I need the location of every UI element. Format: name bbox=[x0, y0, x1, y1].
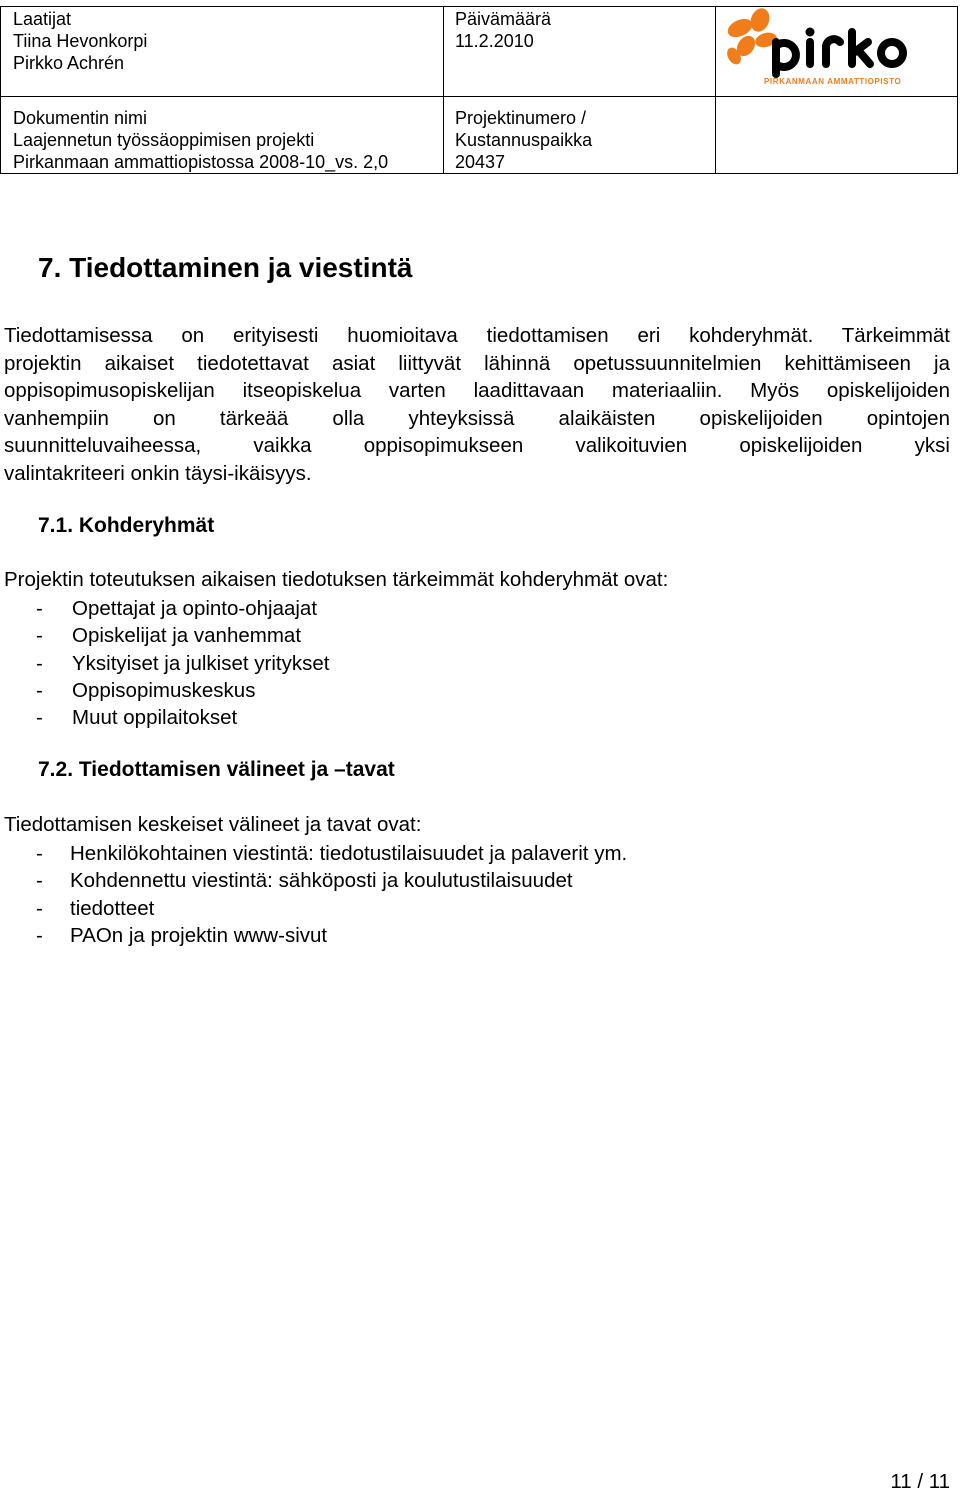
document-name-cell bbox=[0, 107, 443, 173]
list-item: - Kohdennettu viestintä: sähköposti ja koulutustilaisuudet bbox=[36, 869, 573, 893]
header-divider bbox=[0, 96, 958, 97]
authors-cell bbox=[0, 8, 443, 74]
paragraph-line: valintakriteeri onkin täysi-ikäisyys. bbox=[4, 461, 312, 485]
date-cell bbox=[443, 8, 715, 52]
document-name-label: Dokumentin nimi bbox=[13, 108, 148, 128]
paragraph-line: suunnitteluvaiheessa, vaikka oppisopimukseen valikoituvien opiskelijoiden yksi bbox=[4, 434, 950, 457]
date-label: Päivämäärä bbox=[455, 9, 552, 29]
list-item: - Oppisopimuskeskus bbox=[36, 678, 256, 702]
list-item: - Henkilökohtainen viestintä: tiedotustilaisuudet ja palaverit ym. bbox=[36, 842, 628, 865]
pirko-logo bbox=[724, 6, 954, 90]
list-item: - PAOn ja projektin www-sivut bbox=[36, 923, 328, 947]
author-name: Tiina Hevonkorpi bbox=[13, 31, 148, 51]
subsection-intro: Tiedottamisen keskeiset välineet ja tavat ovat: bbox=[4, 813, 422, 836]
communication-channels-list bbox=[4, 840, 627, 949]
section-title: 7. Tiedottaminen ja viestintä bbox=[38, 252, 413, 283]
list-item: - tiedotteet bbox=[36, 896, 155, 920]
paragraph-line: oppisopimusopiskelijan itseopiskelua varten laadittavaan materiaaliin. Myös opiskelijoiden bbox=[4, 379, 950, 402]
list-item: - Opettajat ja opinto-ohjaajat bbox=[36, 597, 318, 620]
logo-subtext: PIRKANMAAN AMMATTIOPISTO bbox=[764, 77, 902, 86]
subsection-intro: Projektin toteutuksen aikaisen tiedotuksen tärkeimmät kohderyhmät ovat: bbox=[4, 568, 669, 591]
project-number-label: Projektinumero / bbox=[455, 108, 587, 128]
paragraph-line: vanhempiin on tärkeää olla yhteyksissä alaikäisten opiskelijoiden opintojen bbox=[4, 406, 950, 430]
page-number: 11 / 11 bbox=[890, 1470, 950, 1493]
project-number-cell bbox=[443, 107, 715, 173]
document-name-line: Laajennetun työssäoppimisen projekti bbox=[13, 130, 315, 150]
subsection-title: 7.2. Tiedottamisen välineet ja –tavat bbox=[38, 758, 395, 781]
pirko-logo-icon bbox=[724, 6, 954, 90]
paragraph-line: Tiedottamisessa on erityisesti huomioitava tiedottamisen eri kohderyhmät. Tärkeimmät bbox=[4, 324, 950, 347]
list-item: - Yksityiset ja julkiset yritykset bbox=[36, 651, 330, 675]
date-value: 11.2.2010 bbox=[455, 31, 534, 51]
project-number-value: 20437 bbox=[455, 152, 506, 172]
header-column-divider bbox=[715, 6, 716, 174]
cost-center-label: Kustannuspaikka bbox=[455, 130, 593, 150]
target-groups-list bbox=[4, 595, 329, 731]
list-item: - Muut oppilaitokset bbox=[36, 706, 238, 730]
list-item: - Opiskelijat ja vanhemmat bbox=[36, 624, 302, 648]
author-name: Pirkko Achrén bbox=[13, 53, 125, 73]
document-name-line: Pirkanmaan ammattiopistossa 2008-10_vs. 2,0 bbox=[13, 152, 389, 172]
paragraph-line: projektin aikaiset tiedotettavat asiat liittyvät lähinnä opetussuunnitelmien kehittämiseen ja bbox=[4, 351, 950, 375]
subsection-title: 7.1. Kohderyhmät bbox=[38, 514, 215, 537]
authors-label: Laatijat bbox=[13, 9, 72, 29]
section-paragraph bbox=[4, 322, 950, 487]
